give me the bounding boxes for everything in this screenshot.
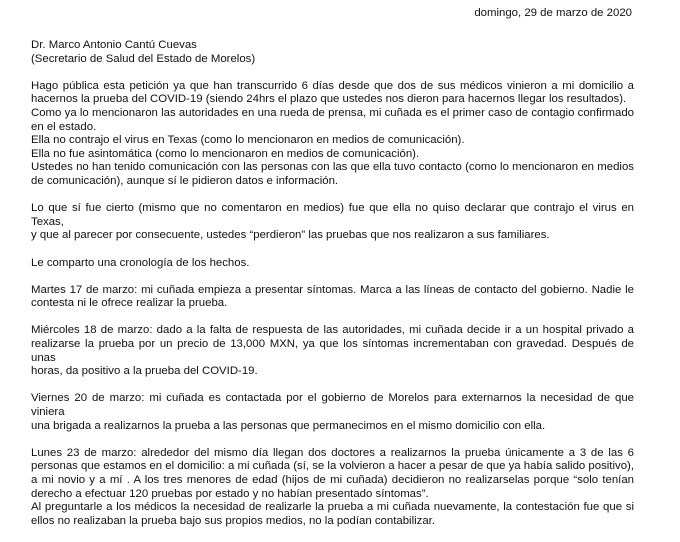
paragraph-truth	[31, 202, 634, 243]
recipient-block	[31, 39, 634, 66]
paragraph-line: Lunes 23 de marzo: alrededor del mismo día llegan dos doctores a realizarnos la prueba únicamente a 3 de las 6	[31, 446, 634, 459]
paragraph-march-17	[31, 284, 634, 311]
paragraph-line: a mi novio y a mí . A los tres menores de edad (hijos de mi cuñada) decidieron no realizarselas porque “solo tenían	[31, 474, 634, 486]
paragraph-line: Hago pública esta petición ya que han transcurrido 6 días desde que dos de sus médicos vinieron a mi domicilio a	[31, 79, 634, 92]
paragraph-line: Como ya lo mencionaron las autoridades en una rueda de prensa, mi cuñada es el primer caso de contagio confirmado	[31, 106, 634, 119]
letter-date: domingo, 29 de marzo de 2020	[474, 7, 632, 19]
paragraph-line: Miércoles 18 de marzo: dado a la falta de respuesta de las autoridades, mi cuñada decide ir a un hospital privado a	[31, 324, 634, 337]
paragraph-line: de comunicación), aunque sí le pidieron datos e información.	[31, 174, 339, 187]
paragraph-line: Le comparto una cronología de los hechos.	[31, 256, 250, 269]
paragraph-line: una brigada a realizarnos la prueba a las personas que permanecimos en el mismo domicilio con ella.	[31, 419, 546, 432]
paragraph-chronology-intro	[31, 257, 634, 271]
recipient-title: (Secretario de Salud del Estado de Morelos)	[31, 52, 256, 65]
paragraph-march-23	[31, 447, 634, 529]
paragraph-line: contesta ni le ofrece realizar la prueba.	[31, 297, 228, 310]
paragraph-line: Al preguntarle a los médicos la necesidad de realizarle la prueba a mi cuñada nuevamente, la contestación fue que si	[31, 501, 634, 514]
paragraph-line: Lo que sí fue cierto (mismo que no comentaron en medios) fue que ella no quiso declarar que contrajo el virus en Texas,	[31, 202, 634, 228]
letter-body	[31, 39, 634, 542]
paragraph-line: realizarse la prueba por un precio de 13,000 MXN, ya que los síntomas incrementaban con gravedad. Después de unas	[31, 338, 634, 364]
paragraph-line: personas que estamos en el domicilio: a mi cuñada (sí, se la volvieron a hacer a pesar de que ya había salido positivo),	[31, 460, 634, 473]
paragraph-line: en el estado.	[31, 120, 97, 133]
paragraph-march-18	[31, 324, 634, 378]
paragraph-line: Martes 17 de marzo: mi cuñada empieza a presentar síntomas. Marca a las líneas de contacto del gobierno. Nadie le	[31, 283, 634, 296]
paragraph-line: Ella no contrajo el virus en Texas (como lo mencionaron en medios de comunicación).	[31, 134, 465, 147]
paragraph-petition	[31, 80, 634, 189]
paragraph-line: horas, da positivo a la prueba del COVID-19.	[31, 365, 258, 378]
paragraph-line: Viernes 20 de marzo: mi cuñada es contactada por el gobierno de Morelos para externarnos la necesidad de que viniera	[31, 392, 634, 419]
paragraph-line: y que al parecer por consecuente, ustedes “perdieron” las pruebas que nos realizaron a sus familiares.	[31, 229, 550, 242]
paragraph-line: ellos no realizaban la prueba bajo sus propios medios, no la podían contabilizar.	[31, 514, 435, 527]
paragraph-line: Ustedes no han tenido comunicación con las personas con las que ella tuvo contacto (como lo mencionaron en medios	[31, 161, 634, 174]
paragraph-march-20	[31, 392, 634, 433]
paragraph-line: Ella no fue asintomática (como lo mencionaron en medios de comunicación).	[31, 147, 420, 160]
recipient-name: Dr. Marco Antonio Cantú Cuevas	[31, 39, 197, 51]
paragraph-line: derecho a efectuar 120 pruebas por estado y no habían presentado síntomas”.	[31, 487, 429, 500]
paragraph-line: hacernos la prueba del COVID-19 (siendo 24hrs el plazo que ustedes nos dieron para hacernos llegar los resultados).	[31, 93, 627, 106]
